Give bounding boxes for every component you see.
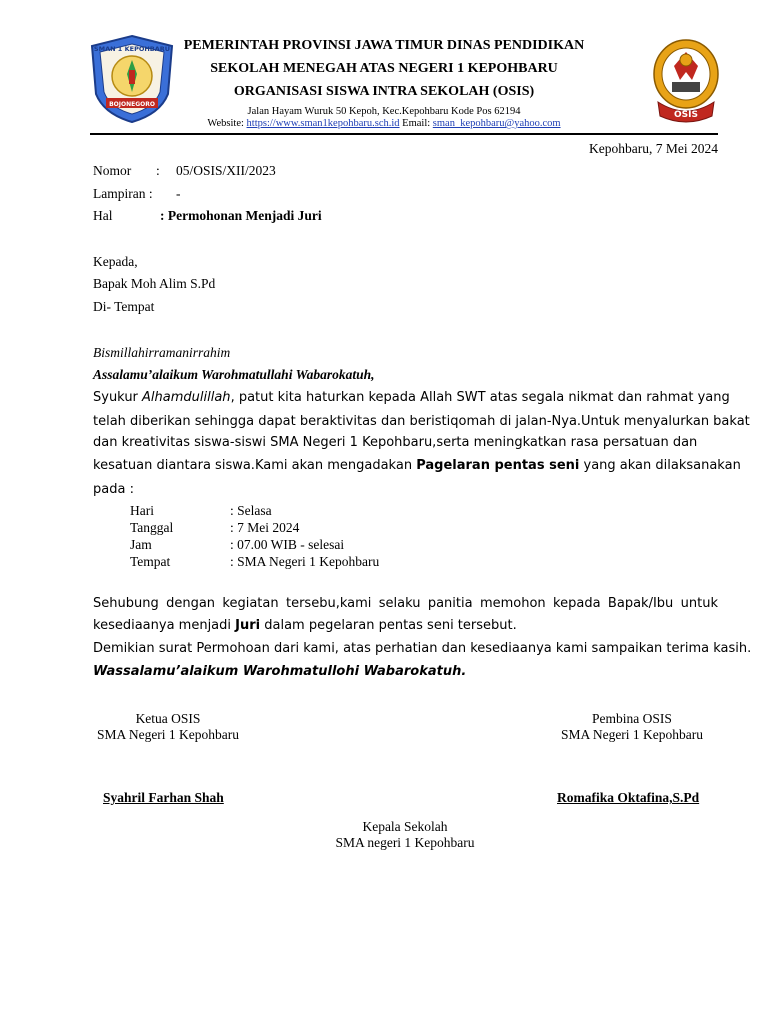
recipient-place: Di- Tempat (93, 299, 155, 314)
left-signer-title: Ketua OSIS (135, 711, 201, 726)
left-signer-org: SMA Negeri 1 Kepohbaru (96, 727, 240, 742)
detail-label-jam: Jam (130, 537, 152, 552)
left-logo-bottom-text: BOJONEGORO (109, 101, 155, 108)
salam-closing: Wassalamu’alaikum Warohmatullohi Wabarokatuh. (93, 664, 467, 679)
right-signer-org: SMA Negeri 1 Kepohbaru (560, 727, 704, 742)
right-signer-title: Pembina OSIS (592, 711, 672, 726)
left-signer-name: Syahril Farhan Shah (103, 790, 224, 805)
event-name: Pagelaran pentas seni (416, 458, 580, 473)
recipient-name: Bapak Moh Alim S.Pd (93, 276, 216, 291)
header-line-3: ORGANISASI SISWA INTRA SEKOLAH (OSIS) (233, 84, 535, 99)
paragraph-3: Demikian surat Permohoan dari kami, atas perhatian dan kesediaanya kami sampaikan terima kasih. (93, 641, 752, 656)
detail-label-tempat: Tempat (130, 554, 171, 569)
p1-line4-c: yang akan dilaksanakan (579, 458, 741, 473)
p1-line4-a: kesatuan diantara siswa.Kami akan mengadakan (93, 458, 417, 473)
header-line-1: PEMERINTAH PROVINSI JAWA TIMUR DINAS PENDIDIKAN (183, 38, 585, 53)
paragraph-1-line-4 (93, 458, 741, 473)
p1-text-c: , patut kita haturkan kepada Allah SWT atas segala nikmat dan rahmat yang (230, 390, 730, 405)
lampiran-label: Lampiran : (93, 186, 153, 201)
paragraph-1-line-2: telah diberikan sehingga dapat beraktivitas dan beristiqomah di jalan-Nya.Untuk menyalurkan bakat (93, 414, 750, 429)
detail-label-tanggal: Tanggal (130, 520, 174, 535)
paragraph-2-line-2 (93, 618, 517, 633)
paragraph-2-line-1: Sehubung dengan kegiatan tersebu,kami selaku panitia memohon kepada Bapak/Ibu untuk (93, 596, 718, 611)
place-date: Kepohbaru, 7 Mei 2024 (589, 141, 718, 156)
detail-value-tempat: : SMA Negeri 1 Kepohbaru (230, 554, 380, 569)
p2-line2-a: kesediaanya menjadi (93, 618, 236, 633)
header-contacts (0, 118, 768, 129)
paragraph-1-line-5: pada : (93, 482, 134, 497)
p2-line2-c: dalam pegelaran pentas seni tersebut. (260, 618, 517, 633)
header-divider (90, 133, 718, 135)
nomor-value: 05/OSIS/XII/2023 (176, 163, 276, 178)
p1-text-italic: Alhamdulillah (142, 390, 231, 405)
paragraph-1-line-3: dan kreativitas siswa-siswi SMA Negeri 1 Kepohbaru,serta meningkatkan rasa persatuan dan (93, 435, 698, 450)
right-signer-name: Romafika Oktafina,S.Pd (557, 790, 700, 805)
detail-label-hari: Hari (130, 503, 154, 518)
lampiran-value: - (176, 186, 181, 201)
headmaster-title: Kepala Sekolah (362, 819, 448, 834)
right-logo-text: OSIS (674, 110, 698, 120)
paragraph-1-line-1 (93, 390, 730, 405)
kepada-label: Kepada, (93, 254, 138, 269)
detail-value-tanggal: : 7 Mei 2024 (230, 520, 300, 535)
basmalah: Bismillahirramanirrahim (93, 345, 231, 360)
website-label: Website: (207, 118, 244, 129)
juri-word: Juri (235, 618, 261, 633)
salam-opening: Assalamu’alaikum Warohmatullahi Wabarokatuh, (93, 367, 375, 382)
hal-value: : Permohonan Menjadi Juri (160, 208, 322, 223)
website-link[interactable]: https://www.sman1kepohbaru.sch.id (246, 118, 400, 129)
detail-value-jam: : 07.00 WIB - selesai (230, 537, 345, 552)
p1-text-a: Syukur (93, 390, 143, 405)
nomor-separator: : (156, 163, 160, 178)
headmaster-org: SMA negeri 1 Kepohbaru (335, 835, 475, 850)
email-label: Email: (402, 118, 431, 129)
header-line-2: SEKOLAH MENEGAH ATAS NEGERI 1 KEPOHBARU (210, 61, 558, 76)
hal-label: Hal (93, 208, 113, 223)
header-address: Jalan Hayam Wuruk 50 Kepoh, Kec.Kepohbaru Kode Pos 62194 (247, 106, 521, 117)
detail-value-hari: : Selasa (230, 503, 272, 518)
nomor-label: Nomor (93, 163, 132, 178)
email-link[interactable]: sman_kepohbaru@yahoo.com (432, 118, 561, 129)
left-logo-top-text: SMAN 1 KEPOHBARU (93, 45, 171, 53)
